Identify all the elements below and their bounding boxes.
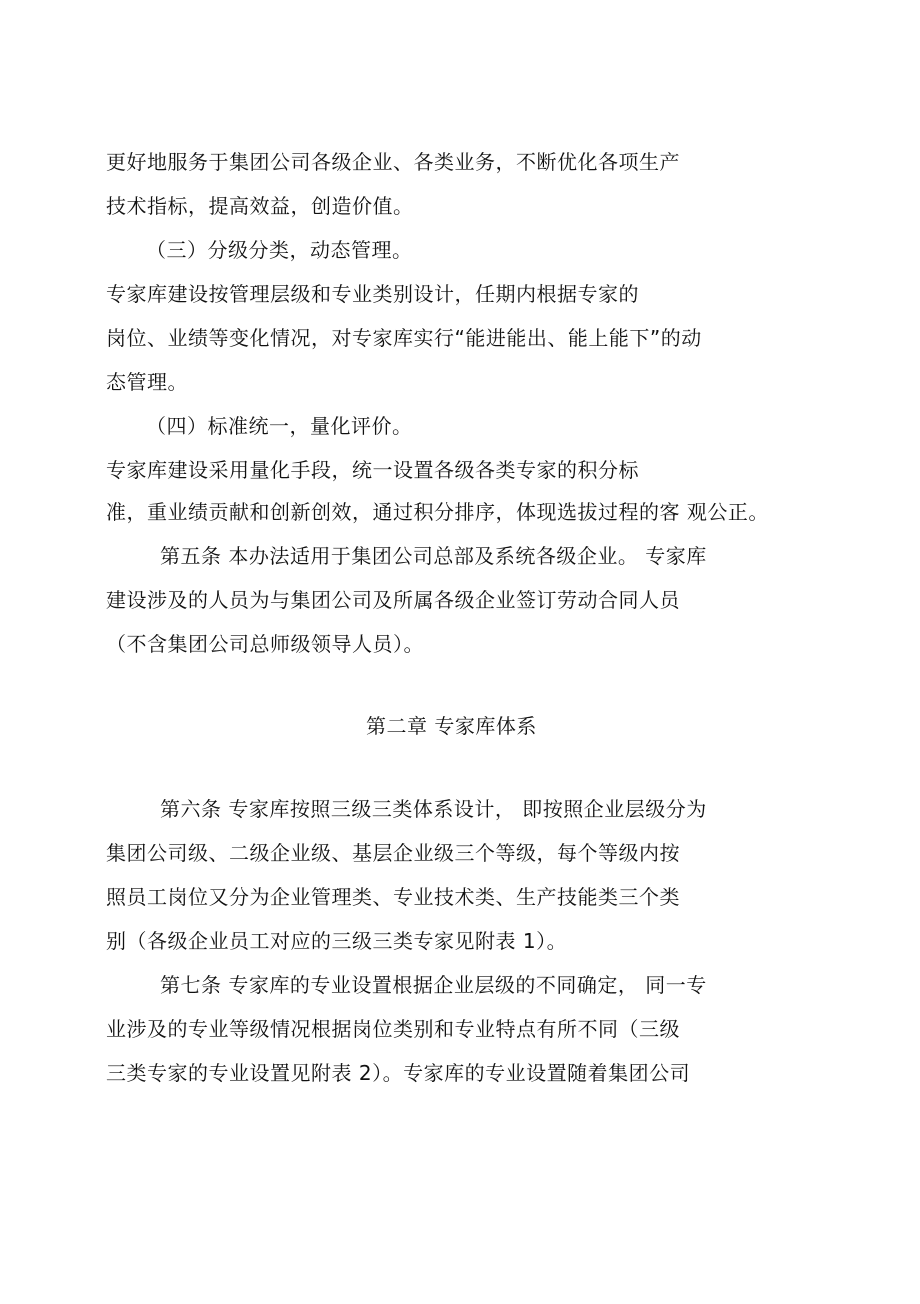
article-line: 第七条 专家库的专业设置根据企业层级的不同确定， 同一专 bbox=[160, 973, 707, 997]
paragraph-line: 更好地服务于集团公司各级企业、各类业务，不断优化各项生产 bbox=[106, 150, 680, 174]
article-line: 第六条 专家库按照三级三类体系设计， 即按照企业层级分为 bbox=[160, 797, 707, 821]
paragraph-line: （不含集团公司总师级领导人员）。 bbox=[106, 632, 424, 656]
chapter-title: 第二章 专家库体系 bbox=[366, 714, 537, 738]
paragraph-line: 照员工岗位又分为企业管理类、专业技术类、生产技能类三个类 bbox=[106, 885, 680, 909]
paragraph-line: 专家库建设采用量化手段，统一设置各级各类专家的积分标 bbox=[106, 458, 639, 482]
paragraph-line: 准，重业绩贡献和创新创效，通过积分排序，体现选拔过程的客 观公正。 bbox=[106, 500, 769, 524]
paragraph-line: 别（各级企业员工对应的三级三类专家见附表 1）。 bbox=[106, 929, 568, 953]
paragraph-line: 业涉及的专业等级情况根据岗位类别和专业特点有所不同（三级 bbox=[106, 1017, 680, 1041]
paragraph-line: 三类专家的专业设置见附表 2）。专家库的专业设置随着集团公司 bbox=[106, 1061, 691, 1085]
paragraph-line: 专家库建设按管理层级和专业类别设计，任期内根据专家的 bbox=[106, 282, 639, 306]
article-line: 第五条 本办法适用于集团公司总部及系统各级企业。 专家库 bbox=[160, 544, 707, 568]
section-heading: （四）标准统一，量化评价。 bbox=[146, 414, 413, 438]
paragraph-line: 技术指标，提高效益，创造价值。 bbox=[106, 194, 414, 218]
section-heading: （三）分级分类，动态管理。 bbox=[146, 238, 413, 262]
paragraph-line: 建设涉及的人员为与集团公司及所属各级企业签订劳动合同人员 bbox=[106, 588, 680, 612]
paragraph-line: 态管理。 bbox=[106, 370, 188, 394]
paragraph-line: 岗位、业绩等变化情况，对专家库实行“能进能出、能上能下”的动 bbox=[106, 326, 702, 350]
paragraph-line: 集团公司级、二级企业级、基层企业级三个等级，每个等级内按 bbox=[106, 841, 680, 865]
